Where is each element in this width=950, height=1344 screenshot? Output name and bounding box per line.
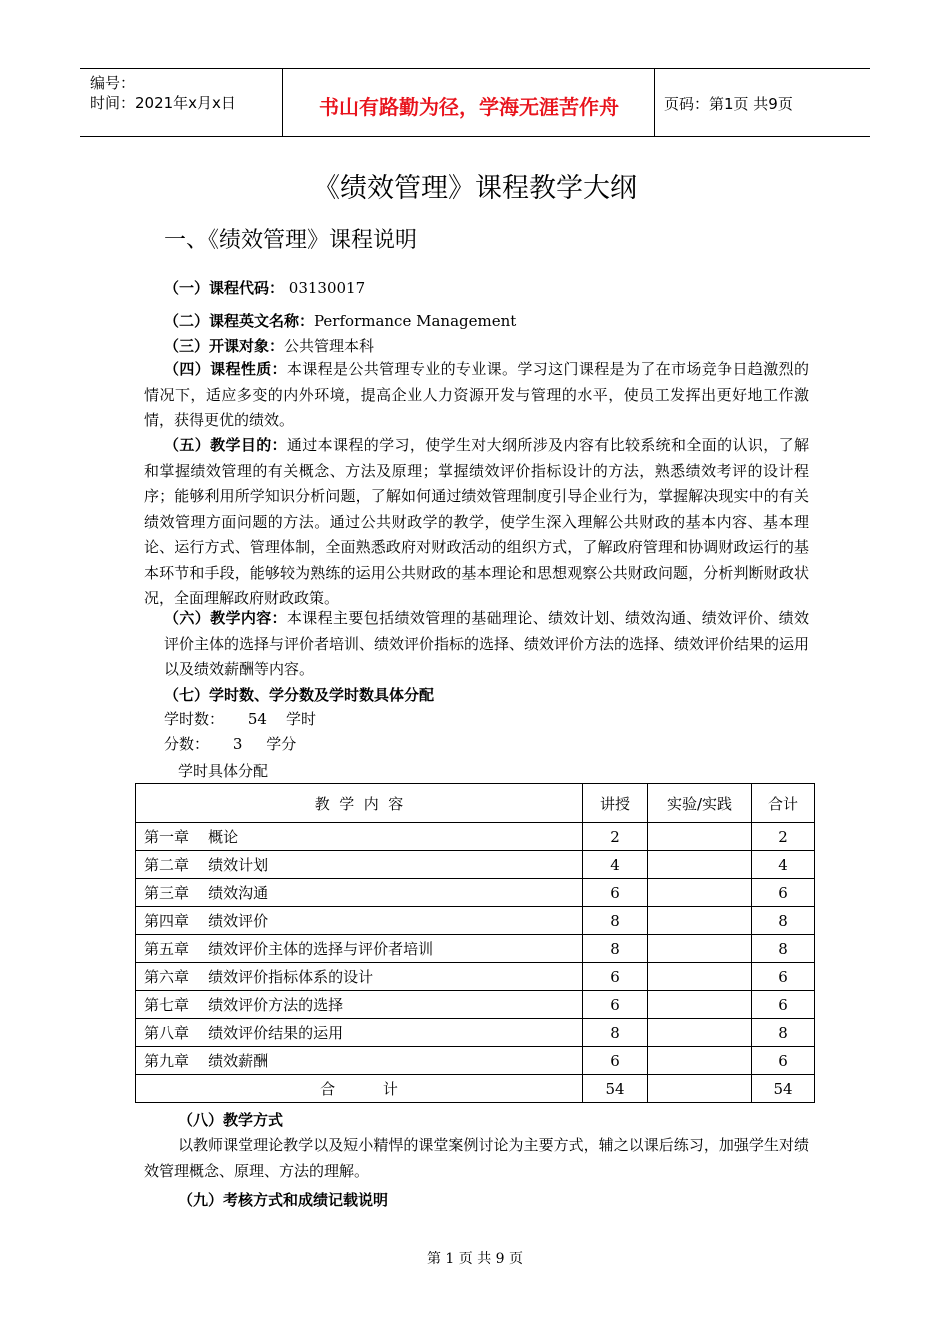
total-cell: 6 xyxy=(752,991,815,1019)
chapter-cell: 第四章 绩效评价 xyxy=(136,907,583,935)
document-title: 《绩效管理》课程教学大纲 xyxy=(313,173,637,204)
header-motto: 书山有路勤为径，学海无涯苦作舟 xyxy=(319,95,619,119)
course-code-value: 03130017 xyxy=(284,279,366,297)
header-lecture: 讲授 xyxy=(583,784,648,823)
total-cell: 6 xyxy=(752,1047,815,1075)
credits-line: 分数： 3 学分 xyxy=(164,735,297,753)
lab-cell xyxy=(648,879,752,907)
header-time: 时间：2021年x月x日 xyxy=(90,94,236,112)
course-purpose xyxy=(144,433,809,612)
method-heading: （八）教学方式 xyxy=(178,1111,284,1129)
table-row xyxy=(136,823,815,851)
hours-table xyxy=(135,783,815,1103)
english-name-label: （二）课程英文名称： xyxy=(164,312,315,330)
purpose-label: （五）教学目的： xyxy=(164,436,287,454)
lecture-cell: 6 xyxy=(583,963,648,991)
chapter-cell: 第二章 绩效计划 xyxy=(136,851,583,879)
exam-heading: （九）考核方式和成绩记载说明 xyxy=(178,1191,389,1209)
course-content xyxy=(164,606,809,683)
header-divider xyxy=(282,69,283,136)
table-row xyxy=(136,1019,815,1047)
header-content: 教 学 内 容 xyxy=(136,784,583,823)
table-row xyxy=(136,1047,815,1075)
lab-cell xyxy=(648,1047,752,1075)
lecture-cell: 8 xyxy=(583,935,648,963)
total-total-cell: 54 xyxy=(752,1075,815,1103)
table-row xyxy=(136,963,815,991)
header-lab: 实验/实践 xyxy=(648,784,752,823)
purpose-value: 通过本课程的学习，使学生对大纲所涉及内容有比较系统和全面的认识，了解和掌握绩效管理的有关概念、方法及原理；掌握绩效评价指标设计的方法，熟悉绩效考评的设计程序；能够利用所学知识分析问题，了解如何通过绩效管理制度引导企业行为，掌握解决现实中的有关绩效管理方面问题的方法。通过公共财政学的教学，使学生深入理解公共财政的基本内容、基本理论、运行方式、管理体制，全面熟悉政府对财政活动的组织方式，了解政府管理和协调财政运行的基本环节和手段，能够较为熟练的运用公共财政的基本理论和思想观察公共财政问题，分析判断财政状况，全面理解政府财政政策。 xyxy=(144,436,809,607)
table-row xyxy=(136,851,815,879)
lab-cell xyxy=(648,823,752,851)
section-heading: 一、《绩效管理》课程说明 xyxy=(164,228,418,253)
chapter-cell: 第五章 绩效评价主体的选择与评价者培训 xyxy=(136,935,583,963)
course-english-name xyxy=(164,311,516,331)
course-nature xyxy=(144,357,809,434)
page-footer: 第 1 页 共 9 页 xyxy=(426,1251,524,1267)
chapter-cell: 第一章 概论 xyxy=(136,823,583,851)
lecture-cell: 4 xyxy=(583,851,648,879)
content-value: 本课程主要包括绩效管理的基础理论、绩效计划、绩效沟通、绩效评价、绩效评价主体的选择与评价者培训、绩效评价指标的选择、绩效评价方法的选择、绩效评价结果的运用以及绩效薪酬等内容。 xyxy=(164,609,810,678)
lecture-cell: 6 xyxy=(583,1047,648,1075)
header-number: 编号： xyxy=(90,74,136,92)
lab-cell xyxy=(648,907,752,935)
nature-value: 本课程是公共管理专业的专业课。学习这门课程是为了在市场竞争日趋激烈的情况下，适应多变的内外环境，提高企业人力资源开发与管理的水平，使员工发挥出更好地工作激情，获得更优的绩效。 xyxy=(144,360,809,429)
total-cell: 8 xyxy=(752,1019,815,1047)
total-cell: 6 xyxy=(752,963,815,991)
header-meta xyxy=(90,73,236,113)
nature-label: （四）课程性质： xyxy=(164,360,287,378)
header-page-info: 页码：第1页 共9页 xyxy=(664,95,793,113)
total-cell: 8 xyxy=(752,935,815,963)
lecture-cell: 8 xyxy=(583,1019,648,1047)
page-header xyxy=(80,68,870,137)
total-cell: 6 xyxy=(752,879,815,907)
hours-line: 学时数： 54 学时 xyxy=(164,710,317,728)
content-label: （六）教学内容： xyxy=(164,609,287,627)
target-value: 公共管理本科 xyxy=(284,337,375,355)
lab-cell xyxy=(648,851,752,879)
lecture-cell: 2 xyxy=(583,823,648,851)
lab-cell xyxy=(648,991,752,1019)
total-lab-cell xyxy=(648,1075,752,1103)
course-code-label: （一）课程代码： xyxy=(164,279,285,297)
table-total-row xyxy=(136,1075,815,1103)
table-header-row xyxy=(136,784,815,823)
target-label: （三）开课对象： xyxy=(164,337,285,355)
chapter-cell: 第七章 绩效评价方法的选择 xyxy=(136,991,583,1019)
chapter-cell: 第九章 绩效薪酬 xyxy=(136,1047,583,1075)
lab-cell xyxy=(648,1019,752,1047)
lab-cell xyxy=(648,935,752,963)
table-row xyxy=(136,935,815,963)
lecture-cell: 6 xyxy=(583,991,648,1019)
hours-heading: （七）学时数、学分数及学时数具体分配 xyxy=(164,686,435,704)
table-row xyxy=(136,879,815,907)
header-divider xyxy=(654,69,655,136)
lab-cell xyxy=(648,963,752,991)
chapter-cell: 第三章 绩效沟通 xyxy=(136,879,583,907)
total-cell: 4 xyxy=(752,851,815,879)
total-lecture-cell: 54 xyxy=(583,1075,648,1103)
total-cell: 2 xyxy=(752,823,815,851)
course-code xyxy=(164,278,365,298)
lecture-cell: 6 xyxy=(583,879,648,907)
total-label-cell: 合 计 xyxy=(136,1075,583,1103)
table-row xyxy=(136,991,815,1019)
header-total: 合计 xyxy=(752,784,815,823)
course-target xyxy=(164,336,374,356)
total-cell: 8 xyxy=(752,907,815,935)
table-row xyxy=(136,907,815,935)
chapter-cell: 第六章 绩效评价指标体系的设计 xyxy=(136,963,583,991)
lecture-cell: 8 xyxy=(583,907,648,935)
method-text: 以教师课堂理论教学以及短小精悍的课堂案例讨论为主要方式，辅之以课后练习，加强学生对绩效管理概念、原理、方法的理解。 xyxy=(144,1136,809,1180)
chapter-cell: 第八章 绩效评价结果的运用 xyxy=(136,1019,583,1047)
distribution-label: 学时具体分配 xyxy=(178,762,269,780)
english-name-value: Performance Management xyxy=(314,312,517,330)
